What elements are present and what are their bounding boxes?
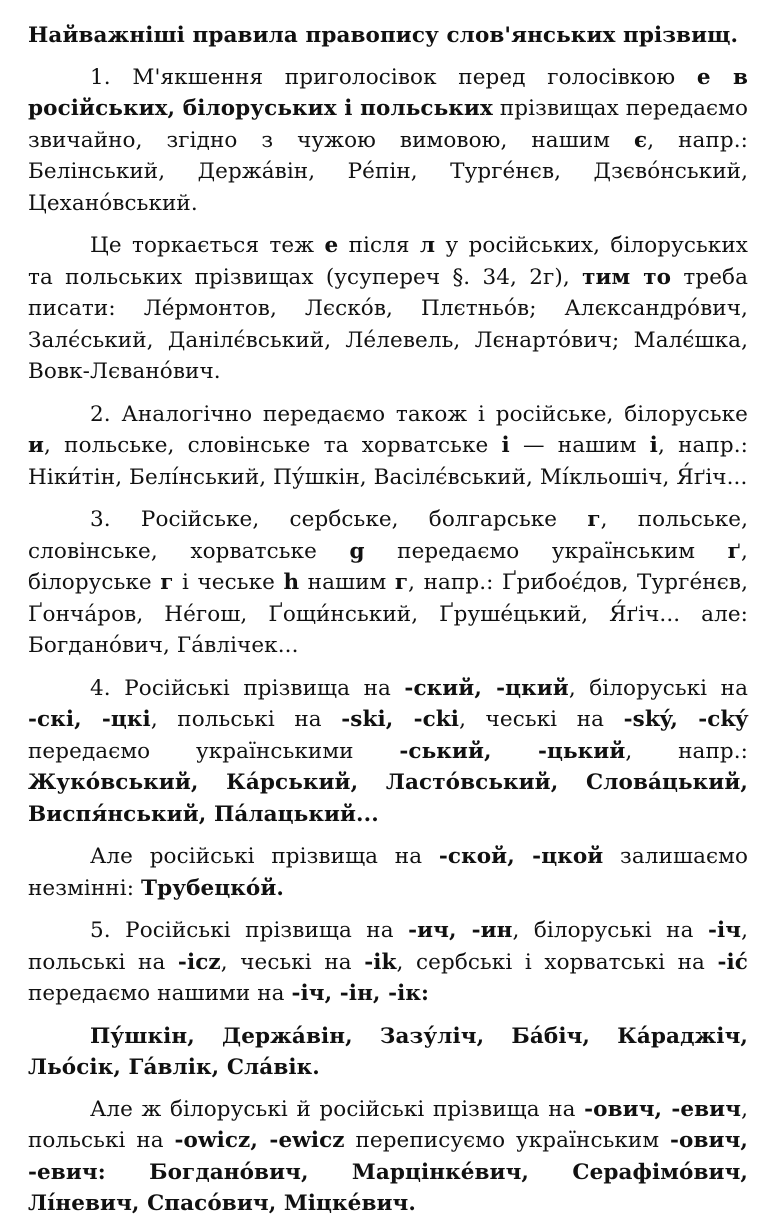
text-segment: Це торкається теж [90, 233, 325, 258]
text-segment: , білоруські на [568, 675, 749, 701]
paragraph-5 [28, 915, 748, 1010]
bold-text-segment: -іч [707, 918, 742, 943]
text-segment: передаємо українським [364, 538, 728, 564]
bold-text-segment: -скі, -цкі [28, 707, 151, 732]
bold-text-segment: Трубецко́й. [141, 875, 284, 901]
bold-text-segment: g [349, 538, 365, 564]
text-segment: , польське, словінське та хорватське [44, 433, 502, 458]
text-segment: 3. Російське, сербське, болгарське [90, 507, 588, 532]
text-segment: після [338, 233, 420, 258]
text-segment: прізвищах передаємо звичайно, згідно з чужою вимовою, нашим [28, 96, 748, 153]
text-segment: , польські на [28, 918, 749, 975]
bold-text-segment: -ić [717, 949, 748, 975]
bold-text-segment: г [394, 570, 409, 595]
text-segment: 5. Російські прізвища на [90, 918, 409, 943]
text-segment: і чеське [173, 570, 284, 595]
bold-text-segment: -ский, -цкий [404, 675, 569, 701]
text-segment: 1. М'якшення приголосівок перед голосівкою [90, 64, 697, 90]
bold-text-segment: -ský, -cký [623, 707, 749, 732]
bold-text-segment: -іч, -ін, -ік: [291, 981, 430, 1006]
text-segment: 2. Аналогічно передаємо також і російське, білоруське [90, 401, 748, 427]
text-segment: , напр.: Белінський, Держа́він, Ре́пін, Турге́нєв, Дзєво́нський, Цехано́вський. [28, 127, 748, 216]
bold-text-segment: є [633, 127, 648, 153]
bold-text-segment: Жуко́вський, Ка́рський, Ласто́вський, Слова́цький, Виспя́нський, Па́лацький... [28, 770, 748, 827]
bold-text-segment: е [324, 233, 339, 258]
bold-text-segment: г [587, 507, 601, 532]
text-segment: , сербські і хорватські на [396, 949, 718, 975]
text-segment: передаємо нашими на [28, 981, 292, 1006]
text-segment: переписуємо українським [344, 1128, 671, 1153]
bold-text-segment: -ович, -евич: Богдано́вич, Марцінке́вич, Серафімо́вич, Лі́невич, Спасо́вич, Міцке́вич. [28, 1128, 748, 1216]
paragraph-4 [28, 673, 748, 831]
text-segment: , польське, словінське, хорватське [28, 507, 749, 564]
text-segment: Але ж білоруські й російські прізвища на [90, 1096, 585, 1122]
paragraph-1-continued [28, 230, 748, 388]
text-segment: , напр.: Ніки́тін, Белі́нський, Пу́шкін, Васілє́вський, Мі́кльошіч, Я́ґіч... [28, 433, 748, 490]
bold-text-segment: Пу́шкін, Держа́він, Зазу́ліч, Ба́біч, Ка́раджіч, Льо́сік, Га́влік, Сла́вік. [28, 1023, 748, 1080]
text-segment: , напр.: Ґрибоє́дов, Турге́нєв, Ґонча́ров, Не́гош, Ґощи́нський, Ґруше́цький, Я́ґіч... але: Богдано́вич, Га́влічек... [28, 570, 749, 658]
text-segment: , білоруські на [512, 918, 708, 943]
bold-text-segment: л [419, 233, 436, 258]
text-segment: , польські на [150, 707, 342, 732]
text-segment: у російських, білоруських та польських прізвищах (усупереч §. 34, 2г), [28, 233, 749, 290]
paragraph-5-continued [28, 1094, 748, 1220]
bold-text-segment: г [160, 570, 174, 595]
text-segment: залишаємо незмінні: [28, 844, 748, 901]
document-title: Найважніші правила правопису слов'янських прізвищ. [28, 23, 739, 48]
text-segment: Але російські прізвища на [90, 844, 439, 869]
bold-text-segment: -ski, -cki [341, 707, 460, 732]
bold-text-segment: і [649, 433, 658, 458]
bold-text-segment: в російських, білоруських і польських [28, 64, 748, 121]
bold-text-segment: е [696, 64, 711, 90]
bold-text-segment: -icz [177, 949, 221, 975]
bold-text-segment: -owicz, -ewicz [174, 1128, 345, 1153]
paragraph-3 [28, 504, 748, 662]
text-segment: 4. Російські прізвища на [90, 675, 405, 701]
paragraph-5-examples [28, 1021, 748, 1084]
paragraph-4-continued [28, 841, 748, 904]
bold-text-segment: -ik [364, 949, 397, 975]
text-segment: , чеські на [459, 707, 624, 732]
bold-text-segment: h [283, 570, 300, 595]
bold-text-segment: -ич, -ин [408, 918, 513, 943]
text-segment: , напр.: [625, 738, 749, 764]
bold-text-segment: тим то [582, 264, 672, 290]
bold-text-segment: ґ [727, 538, 742, 564]
paragraph-1 [28, 62, 748, 220]
text-segment: треба писати: Ле́рмонтов, Лєско́в, Плєтньо́в; Алєксандро́вич, Залє́ський, Данілє́вський, Ле́левель, Лєнарто́вич; Малє́шка, Вовк-Лєвано́вич. [28, 264, 748, 384]
text-segment: , білоруське [28, 538, 748, 595]
text-segment: , чеські на [220, 949, 365, 975]
bold-text-segment: -ський, -цький [399, 738, 626, 764]
bold-text-segment: -ович, -евич [584, 1096, 742, 1122]
paragraph-2 [28, 399, 748, 494]
text-segment: нашим [299, 570, 395, 595]
text-segment: передаємо українськими [28, 738, 400, 764]
bold-text-segment: и [28, 433, 45, 458]
bold-text-segment: і [501, 433, 510, 458]
bold-text-segment: -ской, -цкой [438, 844, 604, 869]
text-segment: , польські на [28, 1096, 748, 1153]
text-segment: — нашим [509, 433, 650, 458]
